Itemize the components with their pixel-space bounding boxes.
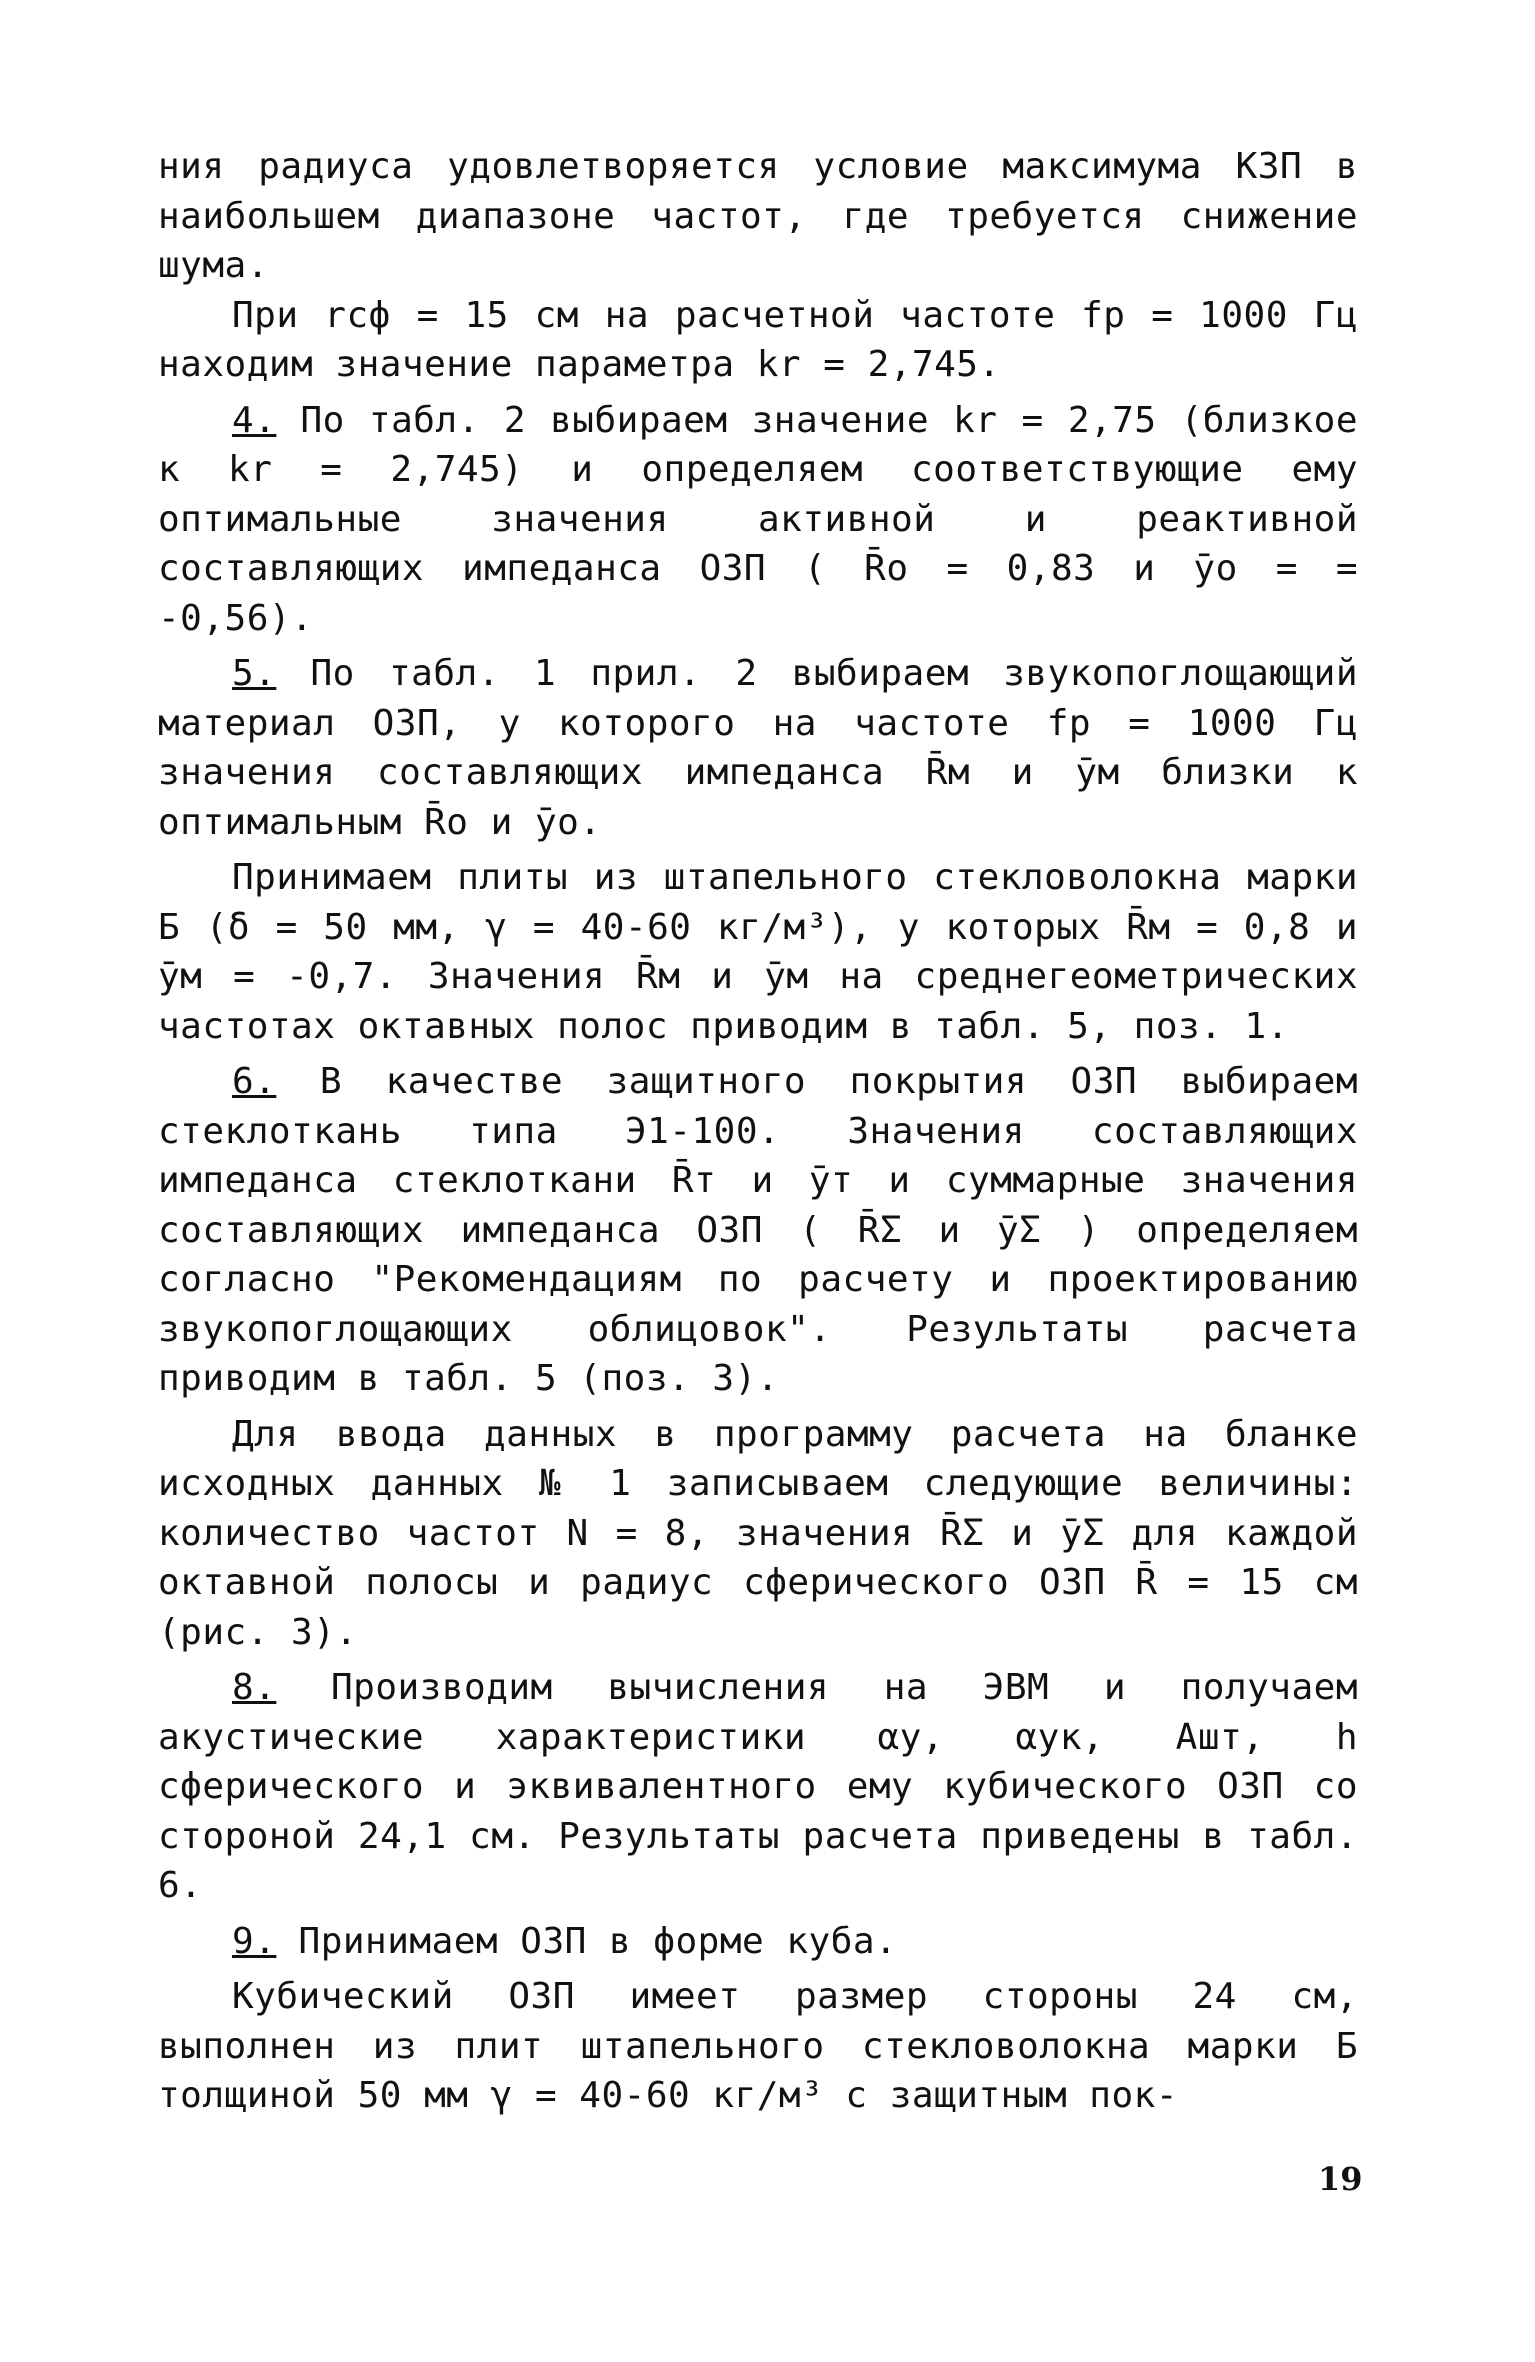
item-number: 9. [232, 1920, 277, 1962]
paragraph-text: Принимаем ОЗП в форме куба. [276, 1920, 898, 1962]
paragraph-1 [158, 142, 1358, 291]
paragraph-text: Производим вычисления на ЭВМ и получаем акустические характеристики αу, αук, Ашт, h сферического и эквивалентного ему кубического ОЗП со стороной 24,1 см. Результаты расчета приведены в табл. 6. [158, 1667, 1358, 1906]
paragraph-text: Для ввода данных в программу расчета на бланке исходных данных № 1 записываем следующие величины: количество частот N = 8, значения R̄Σ и ȳΣ для каждой октавной полосы и радиус сферического ОЗП R̄ = 15 см (рис. 3). [158, 1413, 1358, 1653]
paragraph-text: Кубический ОЗП имеет размер стороны 24 см, выполнен из плит штапельного стекловолокна марки Б толщиной 50 мм γ = 40-60 кг/м³ с защитным пок- [158, 1976, 1358, 2116]
paragraph-4 [158, 649, 1358, 847]
paragraph-5 [158, 853, 1358, 1051]
item-number: 5. [232, 653, 277, 694]
item-number: 6. [232, 1061, 277, 1102]
paragraph-7 [158, 1410, 1358, 1658]
paragraph-10 [158, 1972, 1358, 2121]
item-number: 8. [232, 1667, 277, 1708]
paragraph-2 [158, 291, 1358, 390]
paragraph-3 [158, 396, 1358, 644]
paragraph-text: Принимаем плиты из штапельного стекловолокна марки Б (δ = 50 мм, γ = 40-60 кг/м³), у которых R̄м = 0,8 и ȳм = -0,7. Значения R̄м и ȳм на среднегеометрических частотах октавных полос приводим в табл. 5, поз. 1. [158, 857, 1358, 1047]
paragraph-text: По табл. 2 выбираем значение kr = 2,75 (близкое к kr = 2,745) и определяем соответствующие ему оптимальные значения активной и реактивной составляющих импеданса ОЗП ( R̄o = 0,83 и ȳo = = -0,56). [158, 399, 1358, 639]
body-text [158, 142, 1358, 2121]
paragraph-6 [158, 1057, 1358, 1404]
paragraph-9 [158, 1917, 1358, 1967]
paragraph-8 [158, 1663, 1358, 1911]
item-number: 4. [232, 399, 277, 441]
page-number: 19 [1318, 2160, 1363, 2198]
paragraph-text: В качестве защитного покрытия ОЗП выбираем стеклоткань типа Э1-100. Значения составляющих импеданса стеклоткани R̄т и ȳт и суммарные значения составляющих импеданса ОЗП ( R̄Σ и ȳΣ ) определяем согласно "Рекомендациям по расчету и проектированию звукопоглощающих облицовок". Результаты расчета приводим в табл. 5 (поз. 3). [158, 1061, 1358, 1399]
paragraph-text: По табл. 1 прил. 2 выбираем звукопоглощающий материал ОЗП, у которого на частоте fр = 1000 Гц значения составляющих импеданса R̄м и ȳм близки к оптимальным R̄о и ȳо. [158, 653, 1358, 843]
paragraph-text: ния радиуса удовлетворяется условие максимума КЗП в наибольшем диапазоне частот, где требуется снижение шума. [158, 146, 1358, 286]
paragraph-text: При rсф = 15 см на расчетной частоте fр = 1000 Гц находим значение параметра kr = 2,745. [158, 294, 1358, 385]
